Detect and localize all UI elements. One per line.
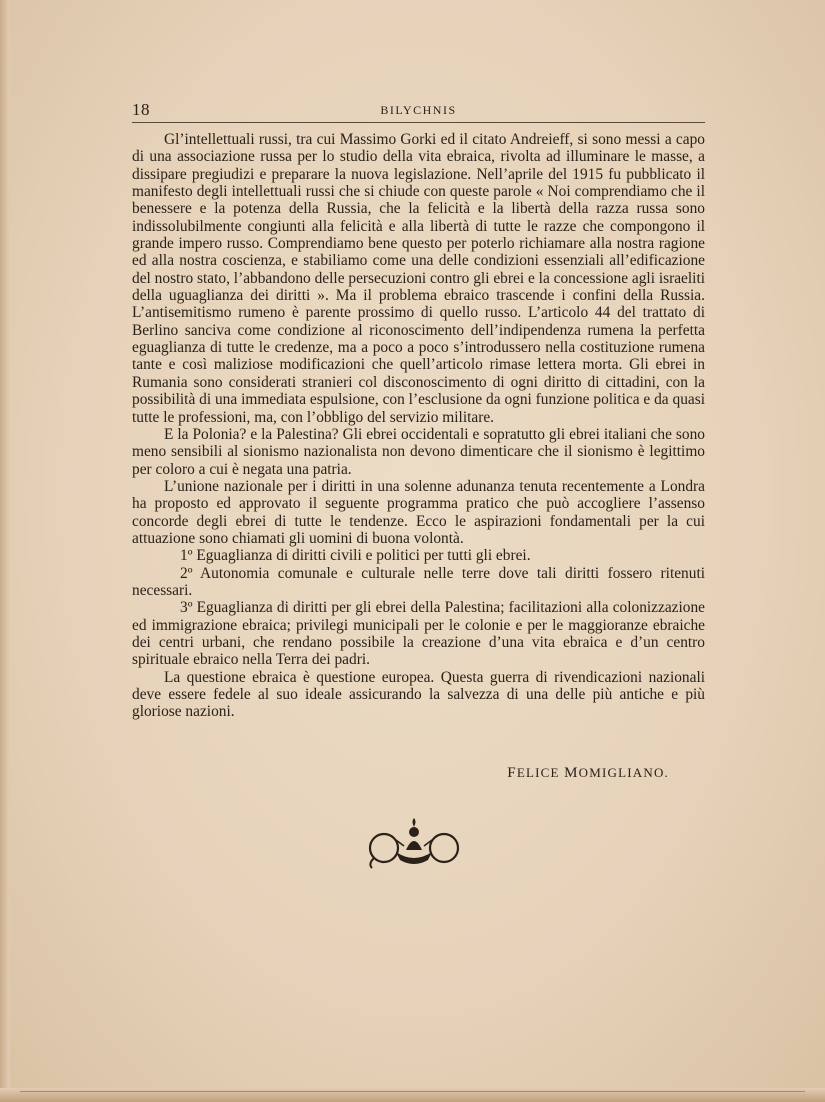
paragraph: Gl’intellettuali russi, tra cui Massimo Gorki ed il citato Andreieff, si sono messi a capo di una associazione russa per lo studio della vita ebraica, rivolta ad illuminare le masse, a dissipare pregiudizi e preparare la nuova legislazione. Nell’aprile del 1915 fu pubblicato il manifesto degli intellettuali russi che si chiude con queste parole « Noi comprendiamo che il benessere e la potenza della Russia, che la felicità e la libertà della razza russa sono indissolubilmente congiunti alla felicità e alla libertà di tutte le razze che compongono il grande impero russo. Comprendiamo bene questo per poterlo richiamare alla nostra ragione ed alla nostra coscienza, e stabiliamo come una delle condizioni essenziali all’edificazione del nostro stato, l’abbandono delle persecuzioni contro gli ebrei e la concessione agli israeliti della uguaglianza dei diritti ». Ma il problema ebraico trascende i confini della Russia. L’antisemitismo rumeno è parente prossimo di quello russo. L’articolo 44 del trattato di Berlino sanciva come condizione al riconoscimento dell’indipendenza rumena la perfetta eguaglianza di tutte le credenze, ma a poco a poco s’introdussero nella costituzione rumena tante e così maliziose modificazioni che quell’articolo rimase lettera morta. Gli ebrei in Rumania sono considerati stranieri col disconoscimento di ogni diritto di cittadini, con la possibilità di una immediata espulsione, con l’esclusione da ogni funzione politica e da quasi tutte le professioni, ma, con l’obbligo del servizio militare.: [132, 131, 705, 426]
bottom-rule: [20, 1091, 805, 1092]
closing-paragraph: La questione ebraica è questione europea. Questa guerra di rivendicazioni nazionali deve essere fedele al suo ideale assicurando la salvezza di una delle più antiche e più gloriose nazioni.: [132, 668, 705, 721]
page-header: [132, 100, 705, 122]
program-item: 1º Eguaglianza di diritti civili e politici per tutti gli ebrei.: [180, 547, 531, 565]
page-left-edge: [0, 0, 10, 1102]
paragraph: E la Polonia? e la Palestina? Gli ebrei occidentali e sopratutto gli ebrei italiani che sono meno sensibili al sionismo nazionalista non devono dimenticare che il sionismo è legittimo per coloro a cui è negata una patria.: [132, 425, 705, 478]
header-rule: [132, 122, 705, 123]
signature-initial: M: [564, 765, 579, 781]
article-body: [132, 131, 705, 721]
program-item: 3º Eguaglianza di diritti per gli ebrei della Palestina; facilitazioni alla colonizzazione ed immigrazione ebraica; privilegi municipali per le colonie e per le maggioranze ebraiche dei centri urbani, che rendano possibile la creazione d’una vita ebraica e d’un centro spirituale ebraico nella Terra dei padri.: [132, 599, 705, 669]
paragraph: L’unione nazionale per i diritti in una solenne adunanza tenuta recentemente a Londra ha proposto ed approvato il seguente programma pratico che può accogliere l’assenso concorde degli ebrei di tutte le tendenze. Ecco le aspirazioni fondamentali per la cui attuazione sono chiamati gli uomini di buona volontà.: [132, 477, 705, 547]
page-number: 18: [132, 100, 150, 119]
program-item: 2º Autonomia comunale e culturale nelle terre dove tali diritti fossero ritenuti necessari.: [132, 564, 705, 599]
signature-initial: F: [507, 765, 517, 781]
oil-lamp-ornament-icon: [366, 818, 462, 870]
author-signature: [132, 765, 669, 782]
signature-part: OMIGLIANO.: [578, 765, 669, 780]
running-title: BILYCHNIS: [380, 103, 457, 117]
signature-part: ELICE: [516, 765, 565, 780]
